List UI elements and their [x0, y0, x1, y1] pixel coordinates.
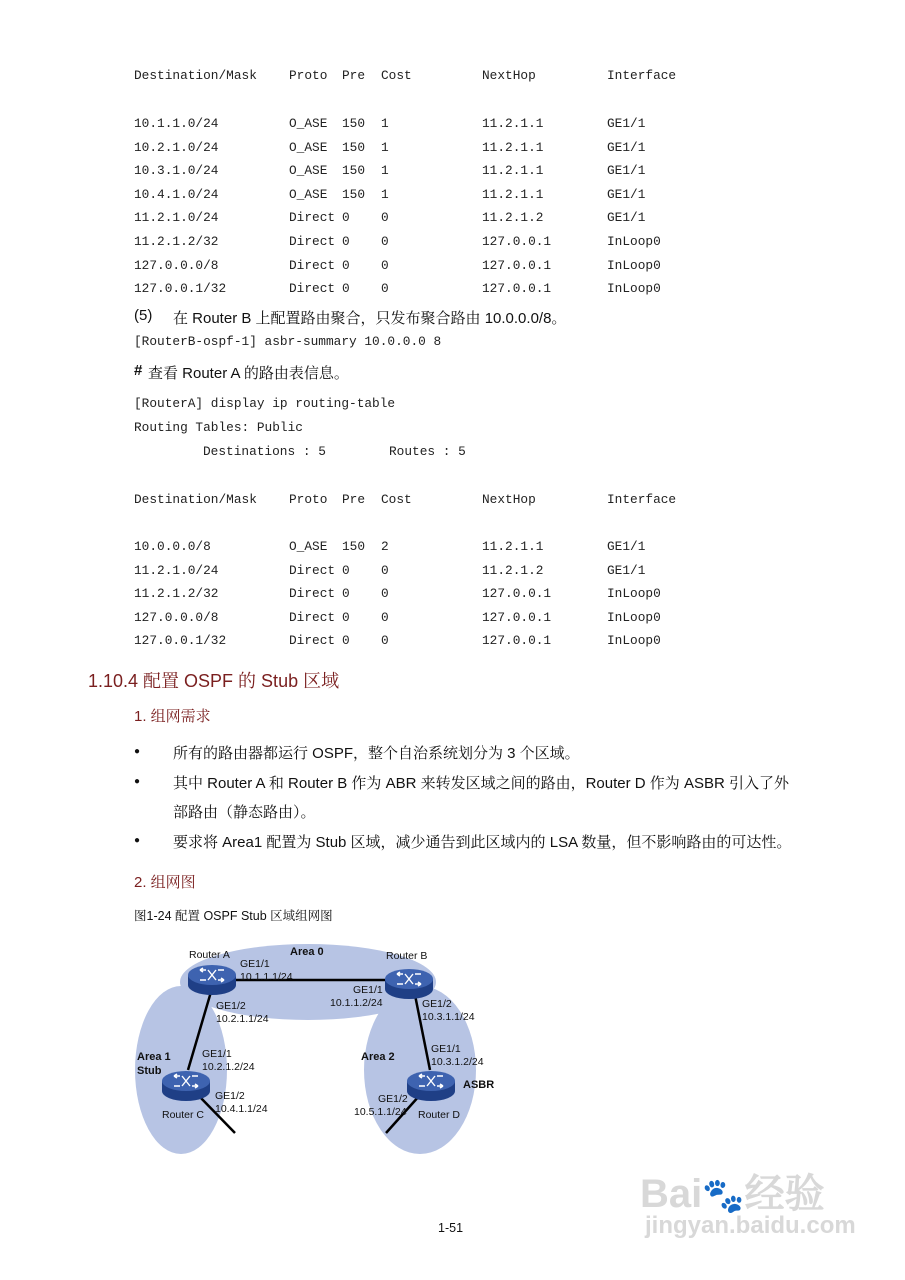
table-cell: Direct [289, 281, 336, 297]
table-cell: 10.2.1.0/24 [134, 139, 219, 155]
column-header: Destination/Mask [134, 68, 257, 83]
column-header: Pre [342, 68, 366, 83]
column-header: Destination/Mask [134, 492, 257, 507]
hash-mark: # [134, 362, 143, 379]
table-cell: GE1/1 [607, 186, 646, 202]
table-cell: 0 [342, 562, 350, 578]
router-c-icon [162, 1071, 210, 1101]
table-cell: InLoop0 [607, 586, 661, 602]
table-cell: GE1/1 [607, 116, 646, 131]
router-a-icon [188, 965, 236, 995]
bullet-text: 要求将 Area1 配置为 Stub 区域，减少通告到此区域内的 LSA 数量，但不影响路由的可达性。 [173, 834, 792, 851]
table-cell: 127.0.0.1 [482, 281, 552, 297]
d-ge12-label: GE1/2 [378, 1093, 408, 1105]
a-ge12-label: GE1/2 [216, 1000, 246, 1012]
a-ge11-label: GE1/1 [240, 958, 270, 970]
table-cell: 0 [342, 609, 350, 625]
table-cell: 10.0.0.0/8 [134, 539, 211, 554]
table-cell: 11.2.1.1 [482, 139, 544, 155]
b-ge12-label: GE1/2 [422, 998, 452, 1010]
destinations-count: Destinations : 5 [203, 444, 326, 459]
c-ge11-label: GE1/1 [202, 1048, 232, 1060]
table-cell: 0 [381, 586, 389, 602]
check-text: 查看 Router A 的路由表信息。 [148, 365, 349, 382]
router-b-icon [385, 969, 433, 999]
d-ip11-label: 10.3.1.2/24 [431, 1056, 484, 1068]
table-cell: 0 [342, 586, 350, 602]
table-cell: 0 [342, 210, 350, 226]
table-cell: 0 [342, 633, 350, 649]
command-asbr-summary: [RouterB-ospf-1] asbr-summary 10.0.0.0 8 [134, 334, 442, 349]
a-ip12-label: 10.2.1.1/24 [216, 1013, 269, 1025]
table-cell: 150 [342, 539, 366, 554]
network-diagram [130, 935, 500, 1160]
table-cell: 127.0.0.1 [482, 609, 552, 625]
area-0-label: Area 0 [290, 946, 324, 958]
d-ip12-label: 10.5.1.1/24 [354, 1106, 407, 1118]
table-cell: 0 [381, 281, 389, 297]
table-cell: 11.2.1.1 [482, 116, 544, 131]
a-ip11-label: 10.1.1.1/24 [240, 971, 293, 983]
table-cell: 1 [381, 186, 389, 202]
figure-caption: 图1-24 配置 OSPF Stub 区域组网图 [134, 909, 333, 923]
b-ip12-label: 10.3.1.1/24 [422, 1011, 475, 1023]
column-header: Proto [289, 68, 328, 83]
table-cell: 0 [381, 210, 389, 226]
table-cell: Direct [289, 562, 336, 578]
step-5-text: 在 Router B 上配置路由聚合，只发布聚合路由 10.0.0.0/8。 [173, 310, 567, 327]
b-ip11-label: 10.1.1.2/24 [330, 997, 383, 1009]
stub-label: Stub [137, 1065, 162, 1077]
table-cell: 2 [381, 539, 389, 554]
table-cell: 127.0.0.0/8 [134, 609, 219, 625]
router-d-icon [407, 1071, 455, 1101]
bullet-text-continued: 部路由（静态路由）。 [173, 804, 316, 821]
table-cell: 150 [342, 139, 366, 155]
bullet-icon: ● [134, 835, 141, 846]
table-cell: O_ASE [289, 539, 328, 554]
table-cell: InLoop0 [607, 633, 661, 649]
table-cell: 11.2.1.0/24 [134, 562, 219, 578]
table-cell: 127.0.0.0/8 [134, 257, 219, 273]
bullet-icon: ● [134, 776, 141, 787]
table-cell: 150 [342, 163, 366, 179]
table-cell: Direct [289, 234, 336, 249]
section-title: 1.10.4 配置 OSPF 的 Stub 区域 [88, 671, 340, 691]
column-header: NextHop [482, 492, 536, 507]
table-cell: 0 [342, 281, 350, 297]
router-c-label: Router C [162, 1109, 205, 1121]
table-cell: GE1/1 [607, 163, 646, 179]
table-cell: 1 [381, 139, 389, 155]
table-cell: 127.0.0.1 [482, 586, 552, 602]
routes-count: Routes : 5 [389, 444, 466, 459]
subsection-network-requirements: 1. 组网需求 [134, 708, 211, 725]
table-cell: O_ASE [289, 116, 328, 131]
table-cell: InLoop0 [607, 609, 661, 625]
column-header: Pre [342, 492, 366, 507]
bullet-text: 其中 Router A 和 Router B 作为 ABR 来转发区域之间的路由，Router D 作为 ASBR 引入了外 [173, 775, 789, 792]
table-cell: 11.2.1.0/24 [134, 210, 219, 226]
table-cell: 11.2.1.2/32 [134, 234, 219, 249]
area-2-label: Area 2 [361, 1051, 395, 1063]
router-a-label: Router A [189, 949, 230, 961]
baidu-watermark-url: jingyan.baidu.com [645, 1212, 856, 1239]
table-cell: 10.1.1.0/24 [134, 116, 219, 131]
b-ge11-label: GE1/1 [353, 984, 383, 996]
table-cell: 127.0.0.1/32 [134, 633, 227, 649]
table-cell: 10.4.1.0/24 [134, 186, 219, 202]
table-cell: 127.0.0.1 [482, 257, 552, 273]
d-ge11-label: GE1/1 [431, 1043, 461, 1055]
c-ge12-label: GE1/2 [215, 1090, 245, 1102]
table-cell: Direct [289, 210, 336, 226]
baidu-watermark-logo: Bai🐾经验 [640, 1172, 825, 1216]
c-ip12-label: 10.4.1.1/24 [215, 1103, 268, 1115]
router-d-label: Router D [418, 1109, 461, 1121]
page-number: 1-51 [438, 1221, 464, 1235]
table-cell: 11.2.1.1 [482, 163, 544, 179]
column-header: Proto [289, 492, 328, 507]
table-cell: GE1/1 [607, 562, 646, 578]
column-header: Interface [607, 68, 677, 83]
column-header: NextHop [482, 68, 536, 83]
step-5-number: (5) [134, 307, 153, 324]
table-cell: 10.3.1.0/24 [134, 163, 219, 179]
table-cell: 0 [381, 257, 389, 273]
table-cell: 1 [381, 116, 389, 131]
command-display: [RouterA] display ip routing-table [134, 396, 396, 411]
table-cell: Direct [289, 257, 336, 273]
table-cell: O_ASE [289, 186, 328, 202]
table-cell: InLoop0 [607, 257, 661, 273]
table-cell: 0 [342, 257, 350, 273]
table-cell: 0 [381, 609, 389, 625]
table-cell: O_ASE [289, 139, 328, 155]
bullet-text: 所有的路由器都运行 OSPF，整个自治系统划分为 3 个区域。 [173, 745, 580, 762]
table-cell: 11.2.1.2 [482, 562, 544, 578]
table-cell: GE1/1 [607, 539, 646, 554]
c-ip11-label: 10.2.1.2/24 [202, 1061, 255, 1073]
bullet-icon: ● [134, 746, 141, 757]
table-cell: 11.2.1.2 [482, 210, 544, 226]
routing-tables-label: Routing Tables: Public [134, 420, 303, 435]
table-cell: Direct [289, 633, 336, 649]
table-cell: 0 [342, 234, 350, 249]
table-cell: GE1/1 [607, 210, 646, 226]
table-cell: 0 [381, 633, 389, 649]
table-cell: InLoop0 [607, 281, 661, 297]
subsection-network-diagram: 2. 组网图 [134, 874, 196, 891]
table-cell: 11.2.1.1 [482, 539, 544, 554]
table-cell: 150 [342, 186, 366, 202]
column-header: Cost [381, 68, 412, 83]
table-cell: O_ASE [289, 163, 328, 179]
table-cell: 1 [381, 163, 389, 179]
table-cell: Direct [289, 609, 336, 625]
table-cell: 0 [381, 562, 389, 578]
table-cell: GE1/1 [607, 139, 646, 155]
table-cell: 11.2.1.1 [482, 186, 544, 202]
table-cell: 150 [342, 116, 366, 131]
table-cell: 127.0.0.1 [482, 633, 552, 649]
table-cell: 127.0.0.1 [482, 234, 552, 249]
asbr-label: ASBR [463, 1079, 495, 1091]
table-cell: Direct [289, 586, 336, 602]
table-cell: InLoop0 [607, 234, 661, 249]
router-b-label: Router B [386, 950, 428, 962]
table-cell: 11.2.1.2/32 [134, 586, 219, 602]
table-cell: 127.0.0.1/32 [134, 281, 227, 297]
column-header: Interface [607, 492, 677, 507]
table-cell: 0 [381, 234, 389, 249]
column-header: Cost [381, 492, 412, 507]
area-1-label: Area 1 [137, 1051, 171, 1063]
